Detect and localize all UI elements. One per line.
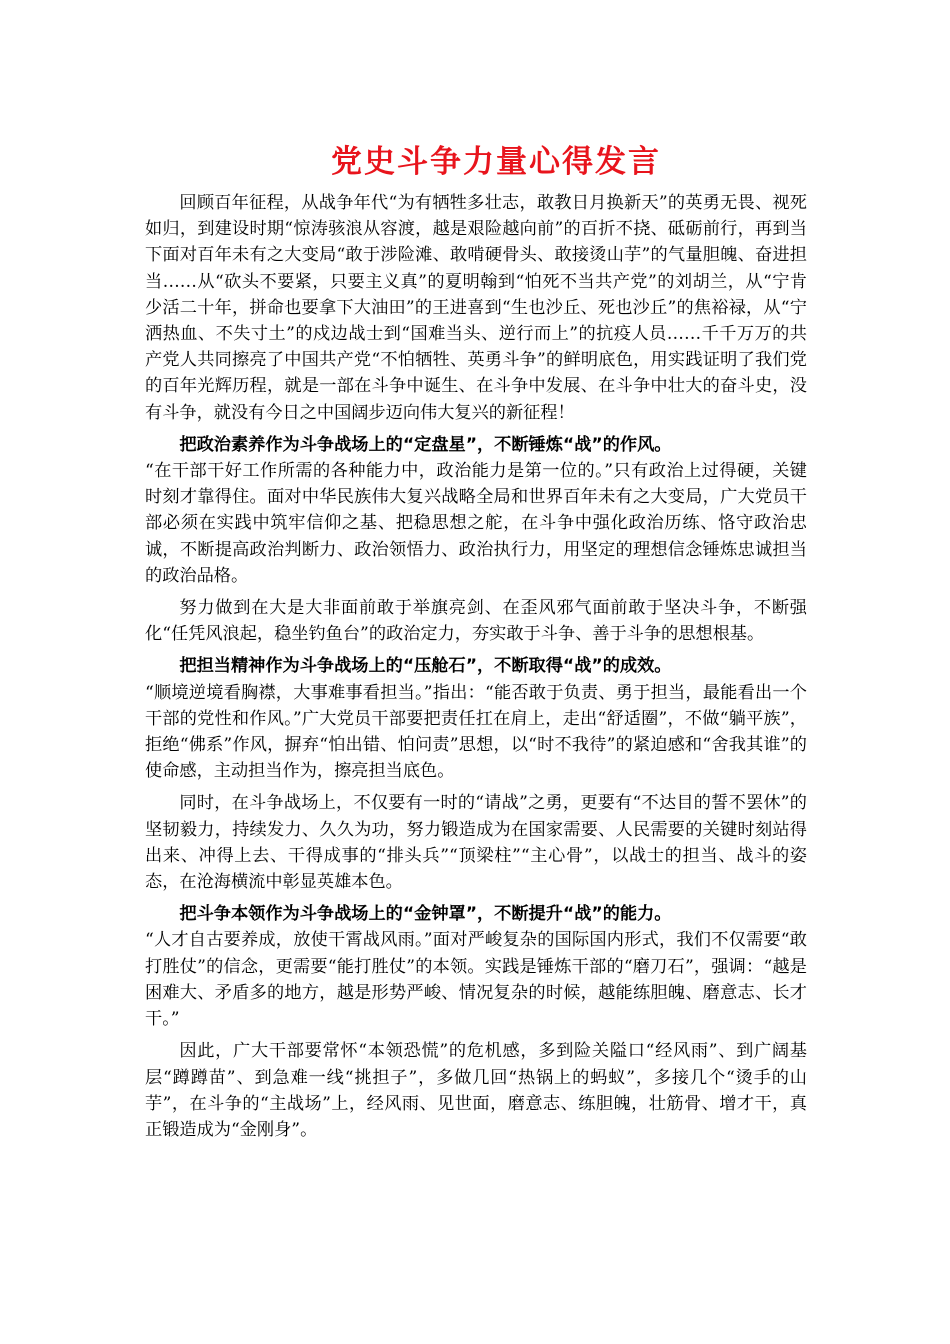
section-heading-1: 把政治素养作为斗争战场上的“定盘星”，不断锤炼“战”的作风。 — [179, 434, 672, 455]
paragraph-intro: 回顾百年征程，从战争年代“为有牺牲多壮志，敢教日月换新天”的英勇无畏、视死如归，到建设时期“惊涛骇浪从容渡，越是艰险越向前”的百折不挠、砥砺前行，再到当下面对百年未有之大变局“敢于涉险滩、敢啃硬骨头、敢接烫山芋”的气量胆魄、奋进担当……从“砍头不要紧，只要主义真”的夏明翰到“怕死不当共产党”的刘胡兰，从“宁肯少活二十年，拼命也要拿下大油田”的王进喜到“生也沙丘、死也沙丘”的焦裕禄，从“宁洒热血、不失寸土”的戍边战士到“国难当头、逆行而上”的抗疫人员……千千万万的共产党人共同擦亮了中国共产党“不怕牺牲、英勇斗争”的鲜明底色，用实践证明了我们党的百年光辉历程，就是一部在斗争中诞生、在斗争中发展、在斗争中壮大的奋斗史，没有斗争，就没有今日之中国阔步迈向伟大复兴的新征程！ — [145, 193, 807, 423]
section-2 — [145, 653, 807, 784]
section-3-body: “人才自古要养成，放使干霄战风雨。”面对严峻复杂的国际国内形式，我们不仅需要“敢打胜仗”的信念，更需要“能打胜仗”的本领。实践是锤炼干部的“磨刀石”，强调：“越是困难大、矛盾多的地方，越是形势严峻、情况复杂的时候，越能练胆魄、磨意志、长才干。” — [145, 930, 807, 1030]
paragraph-7: 因此，广大干部要常怀“本领恐慌”的危机感，多到险关隘口“经风雨”、到广阔基层“蹲蹲苗”、到急难一线“挑担子”，多做几回“热锅上的蚂蚁”，多接几个“烫手的山芋”，在斗争的“主战场”上，经风雨、见世面，磨意志、练胆魄，壮筋骨、增才干，真正锻造成为“金刚身”。 — [145, 1041, 807, 1140]
section-heading-2: 把担当精神作为斗争战场上的“压舱石”，不断取得“战”的成效。 — [179, 656, 672, 677]
section-3 — [145, 901, 807, 1032]
paragraph-5: 同时，在斗争战场上，不仅要有一时的“请战”之勇，更要有“不达目的誓不罢休”的坚韧毅力，持续发力、久久为功，努力锻造成为在国家需要、人民需要的关键时刻站得出来、冲得上去、干得成事的“排头兵”“顶梁柱”“主心骨”，以战士的担当、战斗的姿态，在沧海横流中彰显英雄本色。 — [145, 793, 807, 893]
section-1 — [145, 432, 807, 589]
section-heading-3: 把斗争本领作为斗争战场上的“金钟罩”，不断提升“战”的能力。 — [179, 904, 672, 925]
paragraph-3: 努力做到在大是大非面前敢于举旗亮剑、在歪风邪气面前敢于坚决斗争，不断强化“任凭风浪起，稳坐钓鱼台”的政治定力，夯实敢于斗争、善于斗争的思想根基。 — [145, 598, 807, 645]
section-1-body: “在干部干好工作所需的各种能力中，政治能力是第一位的。”只有政治上过得硬，关键时刻才靠得住。面对中华民族伟大复兴战略全局和世界百年未有之大变局，广大党员干部必须在实践中筑牢信仰之基、把稳思想之舵，在斗争中强化政治历练、恪守政治忠诚，不断提高政治判断力、政治领悟力、政治执行力，用坚定的理想信念锤炼忠诚担当的政治品格。 — [145, 461, 807, 586]
document-page — [145, 130, 807, 1149]
section-2-body: “顺境逆境看胸襟，大事难事看担当。”指出：“能否敢于负责、勇于担当，最能看出一个干部的党性和作风。”广大党员干部要把责任扛在肩上，走出“舒适圈”，不做“躺平族”，拒绝“佛系”作风，摒弃“怕出错、怕问责”思想，以“时不我待”的紧迫感和“舍我其谁”的使命感，主动担当作为，擦亮担当底色。 — [145, 682, 807, 782]
document-title: 党史斗争力量心得发言 — [331, 144, 661, 180]
